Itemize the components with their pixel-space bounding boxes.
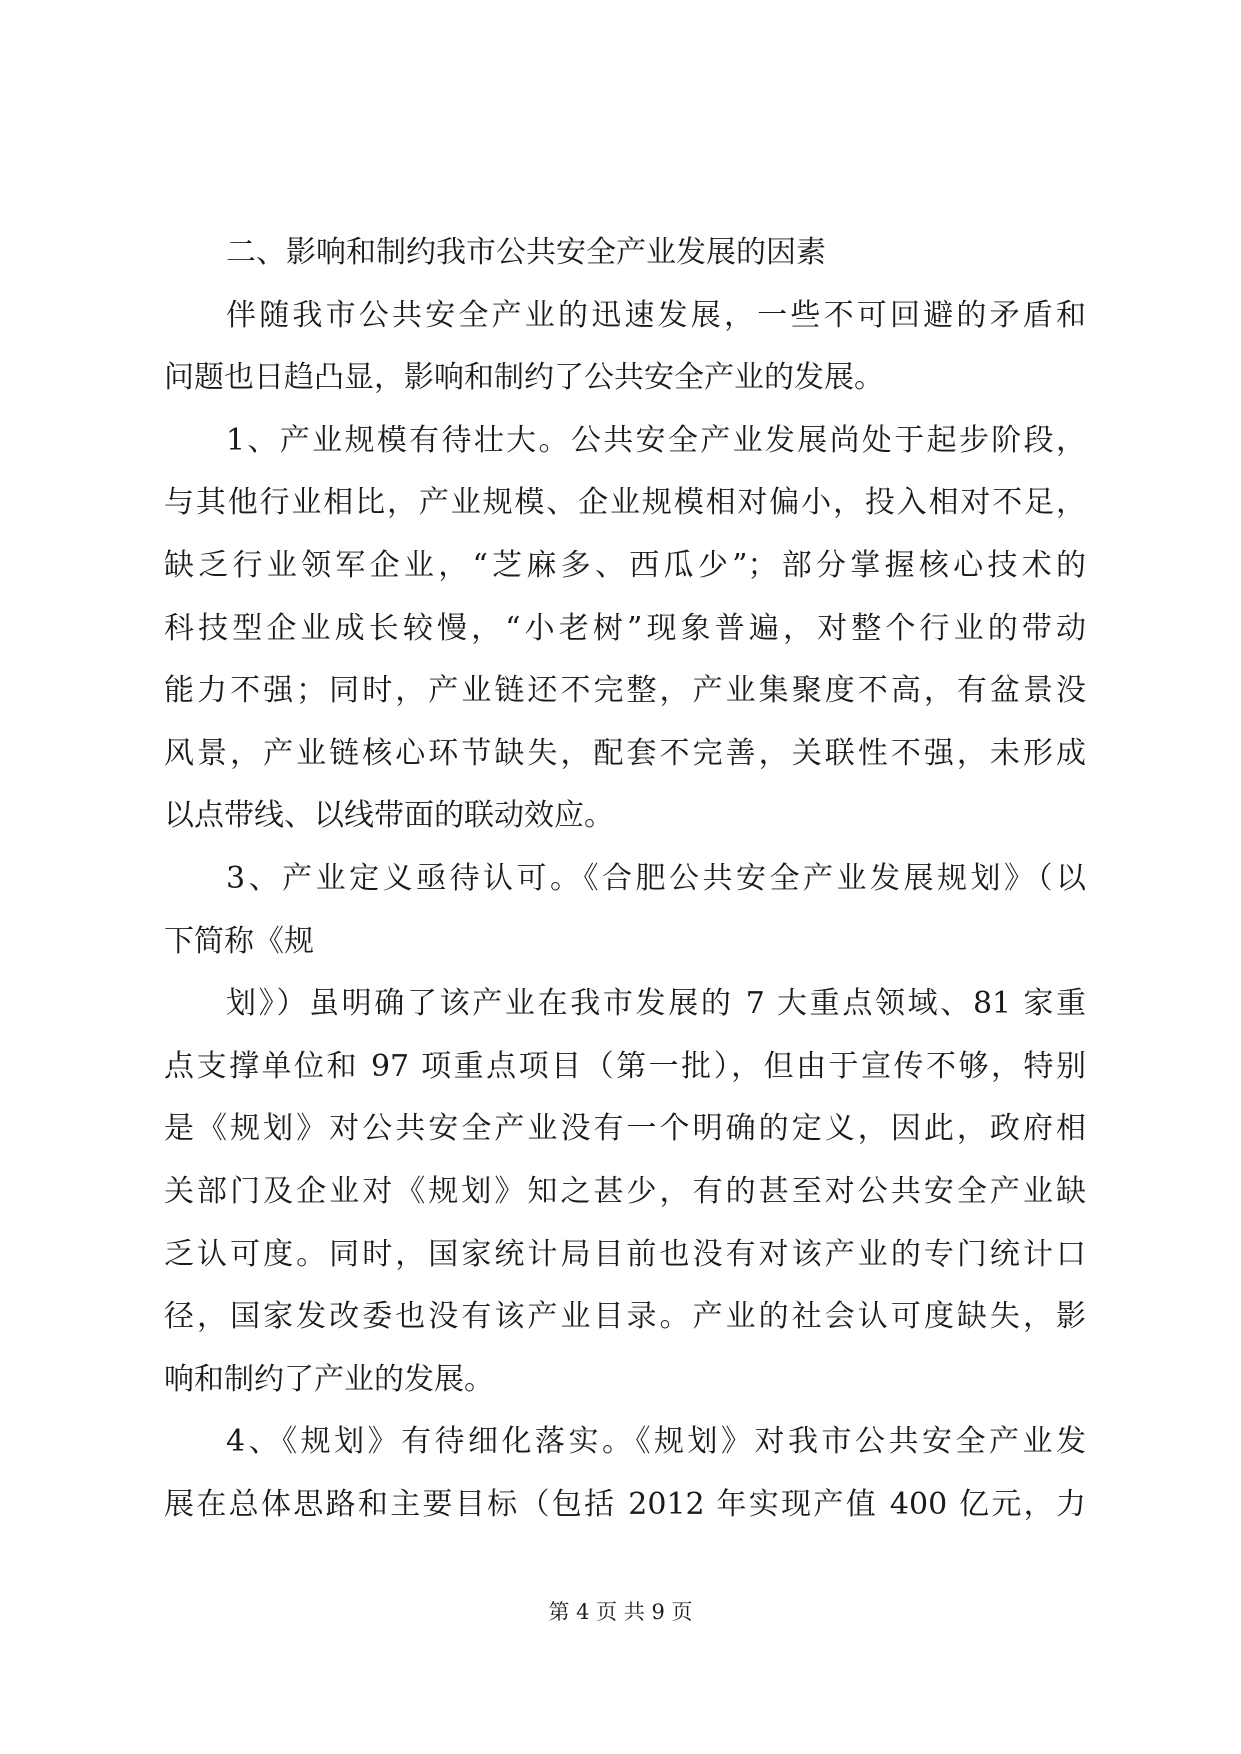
body-text — [164, 222, 1086, 1536]
paragraph-line: 划》）虽明确了该产业在我市发展的 7 大重点领域、81 家重 — [226, 986, 1086, 1022]
paragraph-line: 下简称《规 — [164, 923, 314, 959]
paragraph-line: 缺乏行业领军企业，“芝麻多、西瓜少”；部分掌握核心技术的 — [164, 547, 1086, 583]
paragraph-line: 3、产业定义亟待认可。《合肥公共安全产业发展规划》（以 — [226, 860, 1086, 896]
paragraph-line: 科技型企业成长较慢，“小老树”现象普遍，对整个行业的带动 — [164, 610, 1086, 646]
paragraph-line: 风景，产业链核心环节缺失，配套不完善，关联性不强，未形成 — [164, 735, 1086, 771]
paragraph-line: 问题也日趋凸显，影响和制约了公共安全产业的发展。 — [164, 360, 884, 396]
paragraph-line: 关部门及企业对《规划》知之甚少，有的甚至对公共安全产业缺 — [164, 1173, 1086, 1209]
paragraph-line: 以点带线、以线带面的联动效应。 — [164, 798, 614, 834]
paragraph-line: 展在总体思路和主要目标（包括 2012 年实现产值 400 亿元，力 — [164, 1486, 1086, 1522]
paragraph-line: 响和制约了产业的发展。 — [164, 1361, 494, 1397]
paragraph-line: 点支撑单位和 97 项重点项目（第一批），但由于宣传不够，特别 — [164, 1048, 1086, 1084]
paragraph-line: 1、产业规模有待壮大。公共安全产业发展尚处于起步阶段， — [226, 422, 1086, 458]
paragraph-line: 径，国家发改委也没有该产业目录。产业的社会认可度缺失，影 — [164, 1299, 1086, 1335]
paragraph-line: 是《规划》对公共安全产业没有一个明确的定义，因此，政府相 — [164, 1111, 1086, 1147]
paragraph-line: 乏认可度。同时，国家统计局目前也没有对该产业的专门统计口 — [164, 1236, 1086, 1272]
page-footer — [0, 1598, 1241, 1626]
page-number: 第 4 页 共 9 页 — [548, 1600, 693, 1624]
paragraph-line: 伴随我市公共安全产业的迅速发展，一些不可回避的矛盾和 — [226, 297, 1086, 333]
section-heading: 二、影响和制约我市公共安全产业发展的因素 — [226, 235, 826, 270]
paragraph-line: 4、《规划》有待细化落实。《规划》对我市公共安全产业发 — [226, 1424, 1086, 1460]
paragraph-line: 与其他行业相比，产业规模、企业规模相对偏小，投入相对不足， — [164, 485, 1086, 521]
paragraph-line: 能力不强；同时，产业链还不完整，产业集聚度不高，有盆景没 — [164, 673, 1086, 709]
